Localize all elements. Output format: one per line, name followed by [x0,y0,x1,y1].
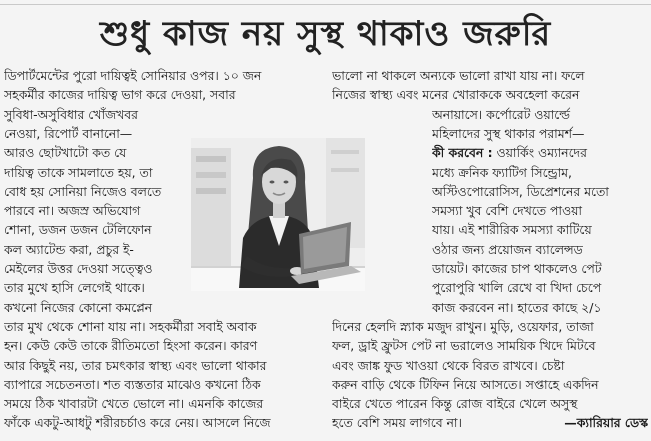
text-line: সহকর্মীর কাজের দায়িত্ব ভাগ করে দেওয়া, সবার [4,87,236,103]
text-line: মধ্যে ক্রনিক ফ্যাটিগ সিন্ড্রোম, [432,164,572,180]
text-line: কী করবেন : ওয়ার্কিং ওম্যানদের [432,145,587,161]
text-line: কাজ করবেন না। হাতের কাছে ২/১ [432,299,602,315]
text-line: দায়িত্ব তাকে সামলাতে হয়, তা [4,164,153,180]
text-line: তার মুখ থেকে শোনা যায় না। সহকর্মীরা সবাই অবাক [4,318,257,334]
text-line: অস্টিওপোরোসিস, ডিপ্রেশনের মতো [432,183,609,199]
text-line: সময়ে ঠিক খাবারটা খেতে ভোলে না। এমনকি কাজের [4,396,264,412]
text-line: মহিলাদের সুস্থ থাকার পরামর্শ— [432,125,585,141]
article-photo [191,138,365,291]
text-line: যায়। এই শারীরিক সমস্যা কাটিয়ে [432,222,592,238]
text-line: বোধ হয় সোনিয়া নিজেও বলতে [4,183,162,199]
text-line: সমস্যা খুব বেশি দেখতে পাওয়া [432,203,582,219]
text-line: শোনা, ডজন ডজন টেলিফোন [4,222,152,238]
top-rule [0,4,651,5]
article-headline: শুধু কাজ নয় সুস্থ থাকাও জরুরি [99,13,552,54]
text-line: অনায়াসে। কর্পোরেট ওয়ার্ল্ডে [432,106,570,122]
text-line: হন। কেউ কেউ তাকে রীতিমতো হিংসা করেন। কারণ [4,338,258,354]
text-line: পারবে না। অজস্র অভিযোগ [4,203,141,219]
text-line: ফাঁকে একটু-আধটু শরীরচর্চাও করে নেয়। আসলে নিজে [4,415,271,431]
text-line: কখনো নিজের কোনো কমপ্লেন [4,299,153,315]
text-line: এবং জাঙ্ক ফুড খাওয়া থেকে বিরত রাখবে। চেষ্টা [332,357,565,373]
text-line: তার মুখে হাসি লেগেই থাকে। [4,280,145,296]
text-line: সুবিধা-অসুবিধার খোঁজখবর [4,106,138,122]
text-line: ডিপার্টমেন্টের পুরো দায়িত্বই সোনিয়ার ওপর। ১০ জন [4,68,262,83]
text-line: দিনের হেলদি স্ন্যাক মজুদ রাখুন। মুড়ি, ওয়েফার, তাজা [332,318,594,334]
text-line: আরও ছোটখাটো কত যে [4,145,127,161]
text-line: মেইলের উত্তর দেওয়া সত্ত্বেও [4,261,153,276]
lead-in-label: কী করবেন : [432,145,493,161]
author-credit: —ক্যারিয়ার ডেস্ক [564,415,648,431]
text-line: ওঠার জন্য প্রয়োজন ব্যালেন্সড [432,241,583,257]
text-line: নেওয়া, রিপোর্ট বানানো— [4,125,133,141]
text-line: ডায়েট। কাজের চাপ থাকলেও পেট [432,261,602,276]
text-line: আর কিছুই নয়, তার চমৎকার স্বাস্থ্য এবং ভালো থাকার [4,357,267,373]
text-line: কল অ্যাটেন্ড করা, প্রচুর ই- [4,241,134,257]
text-line: হতে বেশি সময় লাগবে না। [332,415,462,431]
text-line: পুরোপুরি খালি রেখে বা খিদা চেপে [432,280,602,296]
text-line: করুন বাড়ি থেকে টিফিন নিয়ে আসতে। সপ্তাহে একদিন [332,376,599,392]
text-line: ব্যাপারে সচেতনতা। শত ব্যস্ততার মাঝেও কখনো ঠিক [4,376,261,392]
text-line: ফল, ড্রাই ফ্রুটস পেট না ভরালেও সাময়িক খিদে মিটবে [332,338,596,354]
text-line: নিজের স্বাস্থ্য এবং মনের খোরাককে অবহেলা করেন [332,87,580,103]
text-line: বাইরে খেতে পারেন কিন্তু রোজ বাইরে খেলে অসুস্থ [332,396,578,412]
text-line: ভালো না থাকলে অন্যকে ভালো রাখা যায় না। ফলে [332,68,585,83]
